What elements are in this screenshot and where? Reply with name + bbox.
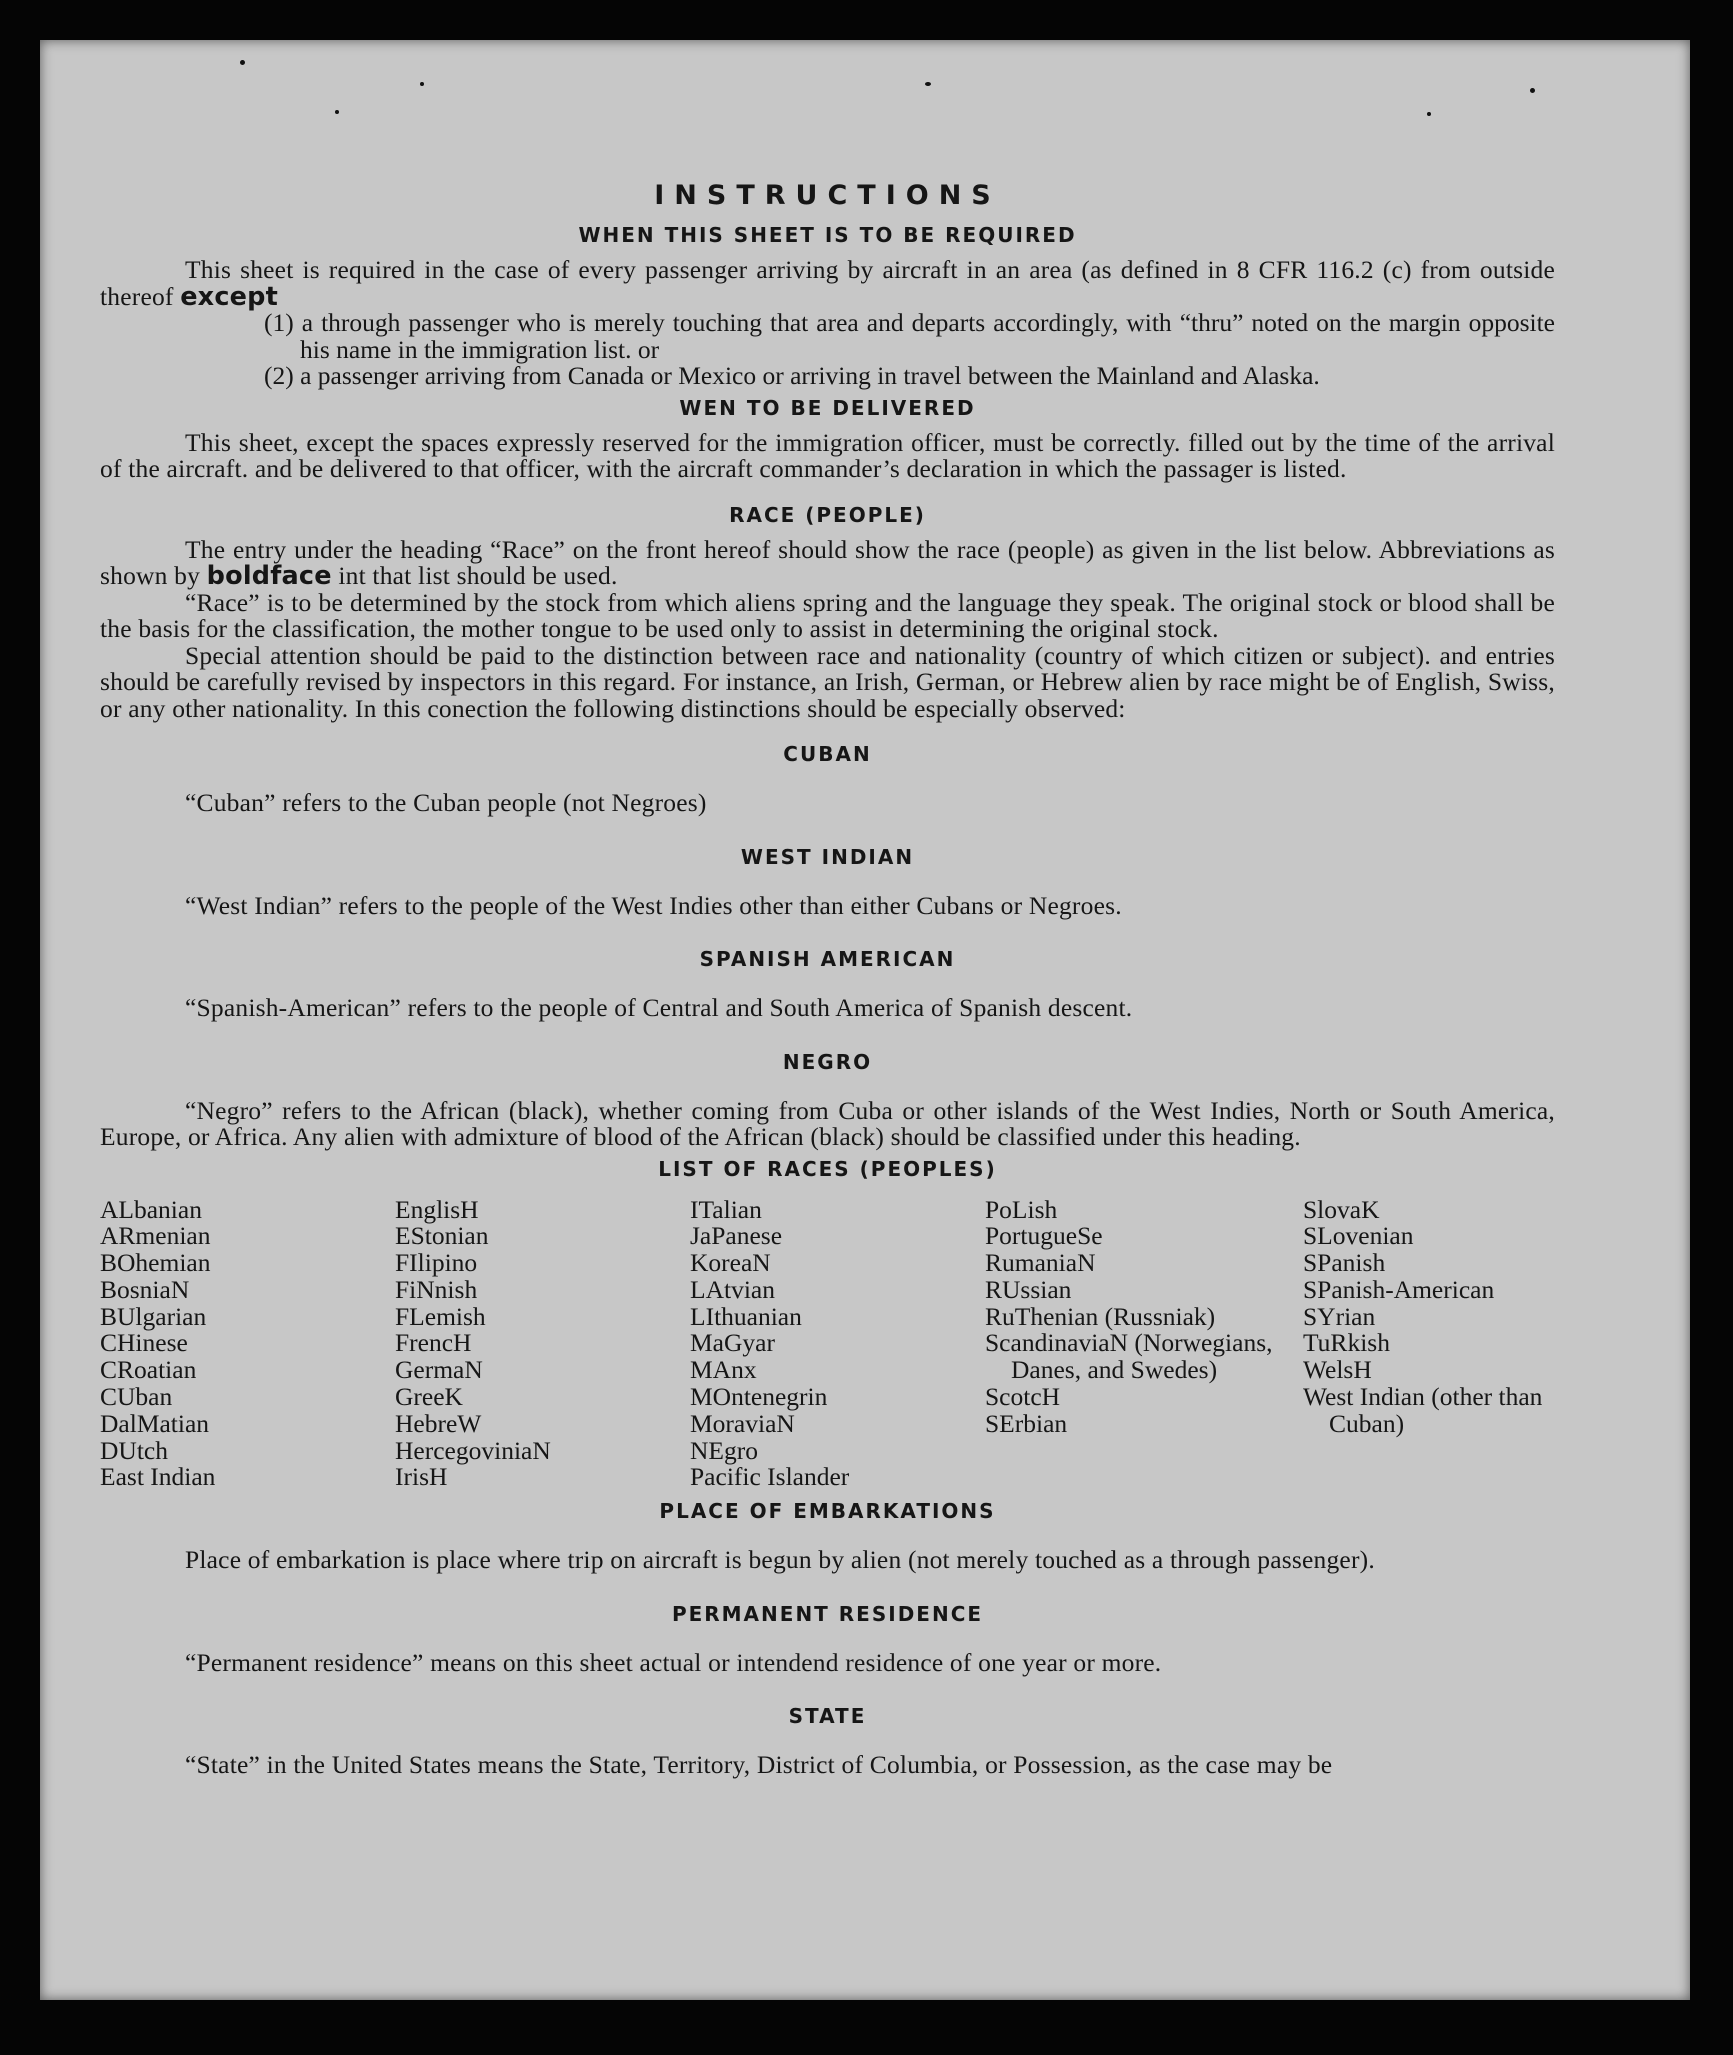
paragraph-race-3: Special attention should be paid to the distinction between race and nationality (country of which citizen or subject). and entries should be carefully revised by inspectors in this regard. For instance, an Irish, German, or Hebrew alien by race might be of English, Swiss, or any other nationality. In this conection the following distinctions should be especially observed: — [100, 640, 1555, 723]
race-item: KoreaN — [690, 1248, 771, 1278]
race-item: ITalian — [690, 1194, 762, 1224]
heading-spanish-american: SPANISH AMERICAN — [699, 947, 956, 971]
race-item: SLovenian — [1303, 1221, 1414, 1251]
race-item: Pacific Islander — [690, 1462, 850, 1492]
race-item: SlovaK — [1303, 1194, 1380, 1224]
paragraph-negro: “Negro” refers to the African (black), whether coming from Cuba or other islands of the West Indies, North or South America, Europe, or Africa. Any alien with admixture of blood of the African (black) should be classified under this heading. — [100, 1095, 1555, 1151]
race-item: West Indian (other than Cuban) — [1303, 1382, 1543, 1438]
race-p1-after: int that list should be used. — [338, 561, 618, 590]
race-item: SErbian — [985, 1408, 1068, 1438]
race-item: BOhemian — [100, 1248, 211, 1278]
race-item: NEgro — [690, 1435, 758, 1465]
heading-delivered: WEN TO BE DELIVERED — [679, 395, 976, 420]
race-item: MOntenegrin — [690, 1382, 828, 1412]
race-item: HebreW — [395, 1408, 482, 1438]
heading-state: STATE — [788, 1704, 867, 1729]
ink-speck — [925, 82, 931, 86]
race-item: TuRkish — [1303, 1328, 1390, 1358]
race-item: FiNnish — [395, 1274, 478, 1304]
paragraph-delivered: This sheet, except the spaces expressly reserved for the immigration officer, must be correctly. filled out by the time of the arrival of the aircraft. and be delivered to that officer, with the aircraft commander’s declaration in which the passager is listed. — [100, 427, 1555, 483]
race-item: FrencH — [395, 1328, 472, 1358]
exception-item-2: (2) a passenger arriving from Canada or Mexico or arriving in travel between the Mainland and Alaska. — [264, 361, 1320, 390]
race-item: SPanish-American — [1303, 1274, 1495, 1304]
race-item: BosniaN — [100, 1274, 190, 1304]
paragraph-state: “State” in the United States means the State, Territory, District of Columbia, or Possession, as the case may be — [185, 1750, 1333, 1780]
race-item: FLemish — [395, 1301, 486, 1331]
race-p1-before: The entry under the heading “Race” on the front hereof should show the race (people) as given in the list below. Abbreviations as shown by — [100, 534, 1555, 590]
race-item: GermaN — [395, 1355, 483, 1385]
race-item: MoraviaN — [690, 1408, 795, 1438]
paragraph-permanent-residence: “Permanent residence” means on this sheet actual or intendend residence of one year or more. — [185, 1647, 1162, 1677]
document-page — [40, 40, 1690, 2000]
ink-speck — [335, 110, 339, 114]
paragraph-embarkation: Place of embarkation is place where trip on aircraft is begun by alien (not merely touched as a through passenger). — [185, 1545, 1375, 1575]
race-item: ScandinaviaN (Norwegians, Danes, and Swedes) — [985, 1328, 1273, 1385]
race-item: RumaniaN — [985, 1248, 1096, 1278]
race-item: East Indian — [100, 1462, 216, 1492]
race-item: EnglisH — [395, 1194, 479, 1224]
race-item: ScotcH — [985, 1382, 1061, 1412]
races-column-3 — [690, 1194, 985, 1492]
race-item: IrisH — [395, 1462, 448, 1492]
ink-speck — [1530, 88, 1535, 93]
heading-permanent-residence: PERMANENT RESIDENCE — [671, 1601, 984, 1626]
race-item: MAnx — [690, 1355, 757, 1385]
race-p1-boldface: boldface — [206, 561, 332, 591]
race-item: DalMatian — [100, 1408, 210, 1438]
heading-when-required: WHEN THIS SHEET IS TO BE REQUIRED — [578, 223, 1077, 247]
race-item: LIthuanian — [690, 1301, 802, 1331]
heading-race: RACE (PEOPLE) — [729, 502, 926, 527]
race-item: SYrian — [1303, 1301, 1376, 1331]
race-item: CRoatian — [100, 1355, 197, 1385]
heading-embarkation: PLACE OF EMBARKATIONS — [659, 1499, 996, 1524]
race-item: RUssian — [985, 1274, 1072, 1304]
when-required-except: except — [180, 281, 278, 312]
paragraph-race-1 — [100, 534, 1555, 591]
races-column-4 — [985, 1194, 1303, 1492]
race-item: ARmenian — [100, 1221, 211, 1251]
paragraph-west-indian: “West Indian” refers to the people of the West Indies other than either Cubans or Negroes. — [185, 890, 1122, 920]
page-title: INSTRUCTIONS — [654, 180, 1001, 211]
races-column-2 — [395, 1194, 690, 1492]
when-required-intro: This sheet is required in the case of every passenger arriving by aircraft in an area (as defined in 8 CFR 116.2 (c) from outside thereof — [100, 255, 1555, 311]
race-item: BUlgarian — [100, 1301, 207, 1331]
race-item: MaGyar — [690, 1328, 775, 1358]
race-item: FIlipino — [395, 1248, 478, 1278]
races-list — [100, 1194, 1555, 1492]
race-item: ALbanian — [100, 1194, 202, 1224]
heading-list-of-races: LIST OF RACES (PEOPLES) — [658, 1156, 997, 1181]
race-item: LAtvian — [690, 1274, 775, 1304]
race-item: WelsH — [1303, 1355, 1372, 1385]
heading-negro: NEGRO — [782, 1049, 873, 1074]
races-column-5 — [1303, 1194, 1555, 1492]
ink-speck — [240, 60, 245, 65]
document-body — [100, 180, 1555, 1779]
exception-item-1: (1) a through passenger who is merely touching that area and departs accordingly, with “thru” noted on the margin opposite his name in the immigration list. or — [264, 308, 1555, 364]
heading-cuban: CUBAN — [783, 742, 872, 766]
race-item: JaPanese — [690, 1221, 783, 1251]
race-item: PortugueSe — [985, 1221, 1103, 1251]
race-item: CHinese — [100, 1328, 188, 1358]
ink-speck — [1427, 112, 1431, 116]
paragraph-cuban: “Cuban” refers to the Cuban people (not Negroes) — [185, 788, 707, 817]
race-item: RuThenian (Russniak) — [985, 1301, 1216, 1331]
race-item: GreeK — [395, 1382, 463, 1412]
heading-west-indian: WEST INDIAN — [740, 844, 915, 869]
race-item: SPanish — [1303, 1248, 1386, 1278]
races-column-1 — [100, 1194, 395, 1492]
paragraph-race-2: “Race” is to be determined by the stock from which aliens spring and the language they speak. The original stock or blood shall be the basis for the classification, the mother tongue to be used only to assist in determining the original stock. — [100, 587, 1555, 643]
race-item: DUtch — [100, 1435, 168, 1465]
paragraph-spanish-american: “Spanish-American” refers to the people of Central and South America of Spanish descent. — [185, 993, 1133, 1022]
race-item: PoLish — [985, 1194, 1058, 1224]
race-item: HercegoviniaN — [395, 1435, 551, 1465]
race-item: CUban — [100, 1382, 173, 1412]
paragraph-when-required — [100, 257, 1555, 310]
race-item: EStonian — [395, 1221, 489, 1251]
ink-speck — [420, 82, 424, 86]
